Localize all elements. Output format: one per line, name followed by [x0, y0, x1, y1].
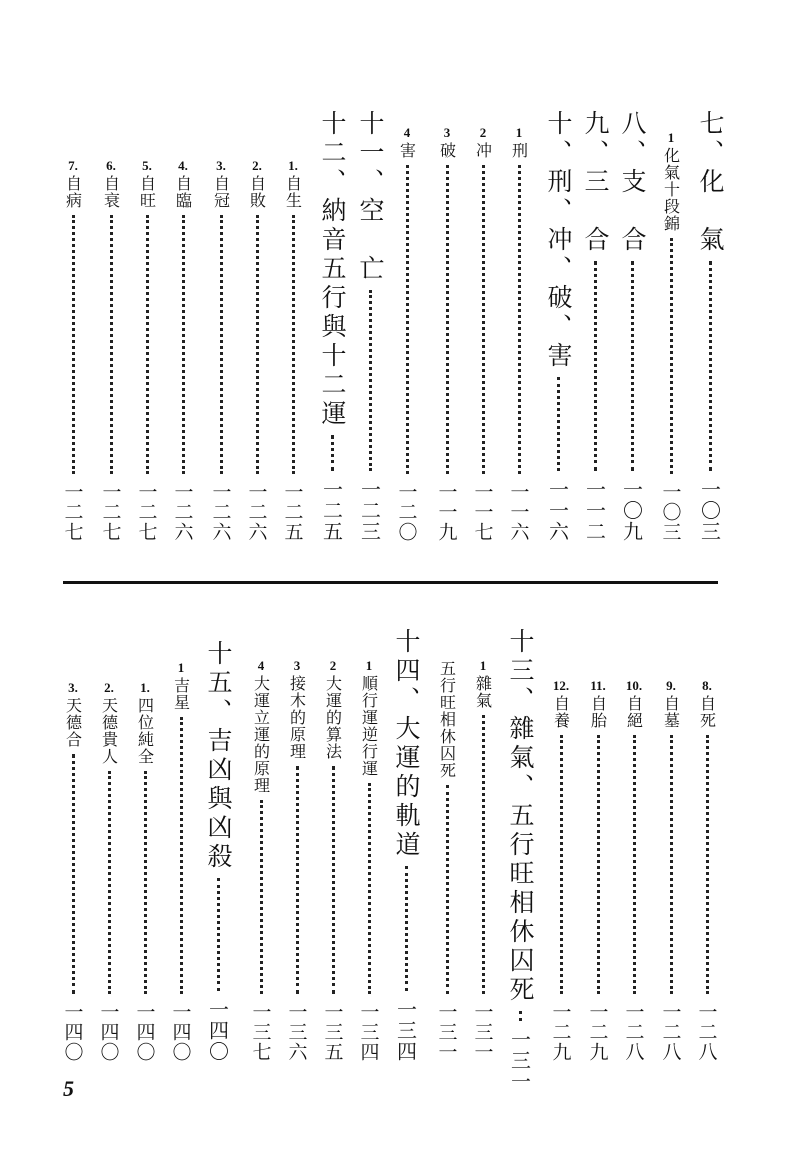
toc-entry-10-1 [504, 125, 534, 542]
toc-entry-title: 吉星 [171, 677, 191, 711]
toc-entry-chapter-15 [200, 640, 236, 1062]
toc-entry-14-3 [282, 658, 312, 1062]
toc-entry-title: 自臨 [173, 175, 193, 209]
dot-leader [709, 261, 712, 471]
toc-entry-12-10 [619, 678, 649, 1062]
toc-entry-number: 3. [216, 158, 226, 173]
toc-entry-12-2 [242, 158, 272, 542]
toc-entry-title: 自墓 [661, 695, 681, 729]
toc-entry-title: 自病 [63, 175, 83, 209]
toc-entry-12-8 [692, 678, 722, 1062]
dot-leader [144, 771, 147, 994]
toc-entry-title: 自旺 [137, 175, 157, 209]
section-divider [63, 581, 718, 584]
toc-entry-15-1 [166, 660, 196, 1062]
toc-entry-10-4 [392, 125, 422, 542]
toc-entry-title: 天德貴人 [99, 697, 119, 765]
toc-entry-title: 自生 [283, 175, 303, 209]
toc-entry-number: 1. [288, 158, 298, 173]
toc-page-number: 一三四 [393, 999, 418, 1062]
toc-page-number: 一三六 [285, 1002, 308, 1062]
toc-entry-title: 自死 [697, 695, 717, 729]
toc-entry-10-2 [468, 125, 498, 542]
toc-entry-title: 十五、吉凶與凶殺 [204, 640, 233, 872]
toc-page-number: 一三一 [435, 1002, 458, 1062]
toc-entry-title: 十、刑、冲、破、害 [544, 110, 573, 371]
toc-page-number: 一一二 [582, 479, 607, 542]
toc-page-number: 一一六 [507, 482, 530, 542]
toc-entry-number: 4 [403, 125, 411, 140]
toc-entry-title: 化氣十段錦 [661, 147, 681, 232]
toc-page-number: 一二九 [549, 1002, 572, 1062]
dot-leader [557, 377, 560, 471]
dot-leader [182, 215, 185, 474]
dot-leader [670, 735, 673, 994]
dot-leader [633, 735, 636, 994]
toc-entry-title: 自胎 [588, 695, 608, 729]
toc-entry-title: 冲 [473, 142, 493, 159]
toc-entry-7-1 [656, 130, 686, 542]
toc-entry-12-7 [58, 158, 88, 542]
toc-page-number: 一四〇 [169, 1002, 192, 1062]
dot-leader [256, 215, 259, 474]
toc-entry-title: 自衰 [101, 175, 121, 209]
toc-entry-12-1 [278, 158, 308, 542]
toc-page-number: 一三一 [507, 1029, 532, 1092]
toc-entry-title: 七、化 氣 [696, 110, 725, 255]
toc-entry-number: 1. [140, 680, 150, 695]
toc-entry-chapter-14 [388, 628, 424, 1062]
toc-entry-title: 大運立運的原理 [251, 675, 271, 794]
toc-entry-title: 十三、雜氣、五行旺相休囚死 [506, 628, 535, 1005]
toc-page-number: 一二三 [357, 479, 382, 542]
toc-entry-number: 8. [702, 678, 712, 693]
dot-leader [331, 435, 334, 471]
toc-page-number: 一二七 [135, 482, 158, 542]
toc-entry-12-12 [546, 678, 576, 1062]
toc-entry-number: 9. [666, 678, 676, 693]
dot-leader [519, 1011, 522, 1021]
toc-entry-title: 五行旺相休囚死 [437, 660, 457, 779]
toc-entry-number: 2. [252, 158, 262, 173]
toc-page-number: 一二五 [319, 479, 344, 542]
dot-leader [597, 735, 600, 994]
toc-entry-12-9 [656, 678, 686, 1062]
toc-page-number: 一二八 [695, 1002, 718, 1062]
dot-leader [146, 215, 149, 474]
toc-page-number: 一二八 [659, 1002, 682, 1062]
dot-leader [180, 717, 183, 994]
toc-page-number: 一一七 [471, 482, 494, 542]
toc-entry-14-4 [246, 658, 276, 1062]
toc-entry-title: 刑 [509, 142, 529, 159]
toc-page-number: 一三七 [249, 1002, 272, 1062]
dot-leader [670, 238, 673, 474]
toc-entry-number: 1 [515, 125, 523, 140]
toc-page-number: 一二五 [281, 482, 304, 542]
toc-page-number: 一一六 [545, 479, 570, 542]
dot-leader [368, 783, 371, 994]
toc-entry-number: 2 [329, 658, 337, 673]
toc-entry-title: 十一、空 亡 [356, 110, 385, 284]
toc-entry-number: 2. [104, 680, 114, 695]
toc-entry-number: 1 [177, 660, 185, 675]
dot-leader [260, 800, 263, 994]
toc-entry-13-1 [468, 658, 498, 1062]
toc-page-number: 一〇九 [619, 479, 644, 542]
toc-entry-number: 7. [68, 158, 78, 173]
toc-entry-12-5 [132, 158, 162, 542]
dot-leader [220, 215, 223, 474]
toc-entry-number: 4 [257, 658, 265, 673]
dot-leader [108, 771, 111, 994]
dot-leader [631, 261, 634, 471]
toc-entry-14-2 [318, 658, 348, 1062]
toc-page-number: 一〇三 [697, 479, 722, 542]
toc-entry-title: 十四、大運的軌道 [392, 628, 421, 860]
toc-entry-14-1 [354, 658, 384, 1062]
toc-entry-title: 自養 [551, 695, 571, 729]
toc-entry-12-11 [583, 678, 613, 1062]
toc-entry-chapter-8 [614, 110, 650, 542]
toc-entry-title: 害 [397, 142, 417, 159]
toc-entry-title: 天德合 [63, 697, 83, 748]
dot-leader [405, 866, 408, 991]
dot-leader [292, 215, 295, 474]
toc-entry-13-2 [432, 660, 462, 1062]
toc-entry-chapter-9 [577, 110, 613, 542]
dot-leader [446, 785, 449, 994]
toc-entry-title: 破 [437, 142, 457, 159]
dot-leader [446, 165, 449, 474]
toc-entry-title: 自冠 [211, 175, 231, 209]
toc-page-number: 一二七 [61, 482, 84, 542]
toc-entry-number: 3. [68, 680, 78, 695]
toc-entry-15-1-3 [58, 680, 88, 1062]
toc-entry-10-3 [432, 125, 462, 542]
toc-entry-12-6 [96, 158, 126, 542]
toc-page-number: 一二八 [622, 1002, 645, 1062]
dot-leader [560, 735, 563, 994]
toc-page-number: 一三四 [357, 1002, 380, 1062]
toc-entry-number: 11. [590, 678, 606, 693]
toc-entry-number: 12. [552, 678, 570, 693]
dot-leader [110, 215, 113, 474]
toc-entry-chapter-13 [502, 628, 538, 1092]
toc-entry-15-1-2 [94, 680, 124, 1062]
toc-entry-title: 八、支 合 [618, 110, 647, 255]
toc-entry-title: 自絕 [624, 695, 644, 729]
dot-leader [369, 290, 372, 471]
toc-entry-title: 自敗 [247, 175, 267, 209]
toc-page-number: 一二七 [99, 482, 122, 542]
dot-leader [406, 165, 409, 474]
toc-entry-number: 10. [625, 678, 643, 693]
dot-leader [594, 261, 597, 471]
dot-leader [296, 766, 299, 994]
dot-leader [72, 215, 75, 474]
toc-entry-chapter-12 [314, 110, 350, 542]
toc-entry-title: 順行運逆行運 [359, 675, 379, 777]
toc-page-number: 一四〇 [133, 1002, 156, 1062]
toc-entry-number: 2 [479, 125, 487, 140]
toc-page-number: 一四〇 [61, 1002, 84, 1062]
toc-entry-number: 5. [142, 158, 152, 173]
toc-page-number: 一四〇 [205, 999, 230, 1062]
toc-entry-number: 3 [293, 658, 301, 673]
toc-page-number: 一三五 [321, 1002, 344, 1062]
toc-page-number: 一二九 [586, 1002, 609, 1062]
toc-page-number: 一一九 [435, 482, 458, 542]
dot-leader [482, 715, 485, 994]
folio-page-number: 5 [63, 1076, 74, 1101]
dot-leader [482, 165, 485, 474]
toc-entry-12-4 [168, 158, 198, 542]
dot-leader [217, 878, 220, 991]
toc-page-number: 一〇三 [659, 482, 682, 542]
toc-page-number: 一二六 [171, 482, 194, 542]
toc-entry-12-3 [206, 158, 236, 542]
toc-entry-number: 1 [667, 130, 675, 145]
toc-entry-title: 九、三 合 [581, 110, 610, 255]
toc-entry-number: 4. [178, 158, 188, 173]
toc-page-number: 一二六 [209, 482, 232, 542]
toc-entry-title: 大運的算法 [323, 675, 343, 760]
toc-entry-title: 四位純全 [135, 697, 155, 765]
toc-entry-number: 1 [365, 658, 373, 673]
toc-page-number: 一三一 [471, 1002, 494, 1062]
toc-entry-chapter-10 [540, 110, 576, 542]
dot-leader [72, 754, 75, 994]
toc-entry-15-1-1 [130, 680, 160, 1062]
toc-entry-chapter-7 [692, 110, 728, 542]
toc-entry-number: 3 [443, 125, 451, 140]
dot-leader [332, 766, 335, 994]
toc-page-number: 一四〇 [97, 1002, 120, 1062]
toc-entry-chapter-11 [352, 110, 388, 542]
toc-entry-title: 十二、納音五行與十二運 [318, 110, 347, 429]
toc-entry-title: 接木的原理 [287, 675, 307, 760]
toc-entry-number: 6. [106, 158, 116, 173]
dot-leader [706, 735, 709, 994]
toc-entry-title: 雜氣 [473, 675, 493, 709]
dot-leader [518, 165, 521, 474]
toc-page-number: 一二六 [245, 482, 268, 542]
toc-entry-number: 1 [479, 658, 487, 673]
toc-page-number: 一二〇 [395, 482, 418, 542]
